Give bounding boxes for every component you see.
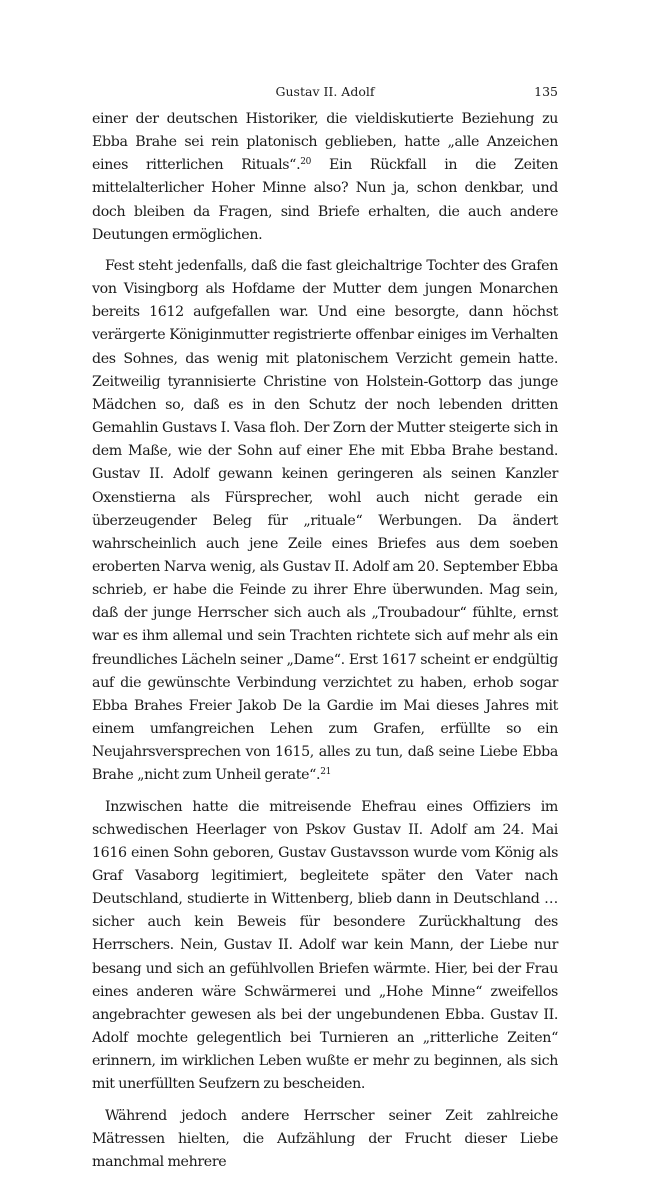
running-header [92,84,558,108]
page-number: 135 [534,84,558,99]
paragraph-text: Ein Rückfall in die Zeiten mittelalterlicher Hoher Minne also? Nun ja, schon denkbar, und doch bleiben da Fragen, sind Briefe erhalten, die auch andere Deutungen ermöglichen. [92,157,558,243]
body-text [92,108,558,1174]
running-title: Gustav II. Adolf [275,84,375,99]
paragraph [92,796,558,1097]
paragraph-text: einer der deutschen Historiker, die vieldiskutierte Beziehung zu Ebba Brahe sei rein platonisch geblieben, hatte „alle Anzeichen eines ritterlichen Rituals“. [92,111,558,174]
book-page [92,84,558,1182]
footnote-marker: 20 [300,157,312,168]
paragraph [92,255,558,788]
footnote-marker: 21 [320,767,331,778]
paragraph [92,1105,558,1174]
paragraph-text: Während jedoch andere Herrscher seiner Zeit zahlreiche Mätressen hielten, die Aufzählung der Frucht dieser Liebe manchmal mehrere [92,1107,558,1170]
paragraph [92,108,558,247]
paragraph-text: Inzwischen hatte die mitreisende Ehefrau eines Offiziers im schwedischen Heerlager von Pskov Gustav II. Adolf am 24. Mai 1616 einen Sohn geboren, Gustav Gustavsson wurde vom König als Graf Vasaborg legitimiert, begleitete später den Vater nach Deutschland, studierte in Wittenberg, blieb dann in Deutschland … sicher auch kein Beweis für besondere Zurückhaltung des Herrschers. Nein, Gustav II. Adolf war kein Mann, der Liebe nur besang und sich an gefühlvollen Briefen wärmte. Hier, bei der Frau eines anderen wäre Schwärmerei und „Hohe Minne“ zweifellos angebrachter gewesen als bei der ungebundenen Ebba. Gustav II. Adolf mochte gelegentlich bei Turnieren an „ritterliche Zeiten“ erinnern, im wirklichen Leben wußte er mehr zu beginnen, als sich mit unerfüllten Seufzern zu bescheiden. [92,798,558,1093]
paragraph-text: Fest steht jedenfalls, daß die fast gleichaltrige Tochter des Grafen von Visingborg als Hofdame der Mutter dem jungen Monarchen bereits 1612 aufgefallen war. Und eine besorgte, dann höchst verärgerte Königinmutter registrierte offenbar einiges im Verhalten des Sohnes, das wenig mit platonischem Verzicht gemein hatte. Zeitweilig tyrannisierte Christine von Holstein-Gottorp das junge Mädchen so, daß es in den Schutz der noch lebenden dritten Gemahlin Gustavs I. Vasa floh. Der Zorn der Mutter steigerte sich in dem Maße, wie der Sohn auf einer Ehe mit Ebba Brahe bestand. Gustav II. Adolf gewann keinen geringeren als seinen Kanzler Oxenstierna als Fürsprecher, wohl auch nicht gerade ein überzeugender Beleg für „rituale“ Werbungen. Da ändert wahrscheinlich auch jene Zeile eines Briefes aus dem soeben eroberten Narva wenig, als Gustav II. Adolf am 20. September Ebba schrieb, er habe die Feinde zu ihrer Ehre überwunden. Mag sein, daß der junge Herrscher sich auch als „Troubadour“ fühlte, ernst war es ihm allemal und sein Trachten richtete sich auf mehr als ein freundliches Lächeln seiner „Dame“. Erst 1617 scheint er endgültig auf die gewünschte Verbindung verzichtet zu haben, erhob sogar Ebba Brahes Freier Jakob De la Gardie im Mai dieses Jahres mit einem umfangreichen Lehen zum Grafen, erfüllte so ein Neujahrsversprechen von 1615, alles zu tun, daß seine Liebe Ebba Brahe „nicht zum Unheil gerate“. [92,257,558,784]
